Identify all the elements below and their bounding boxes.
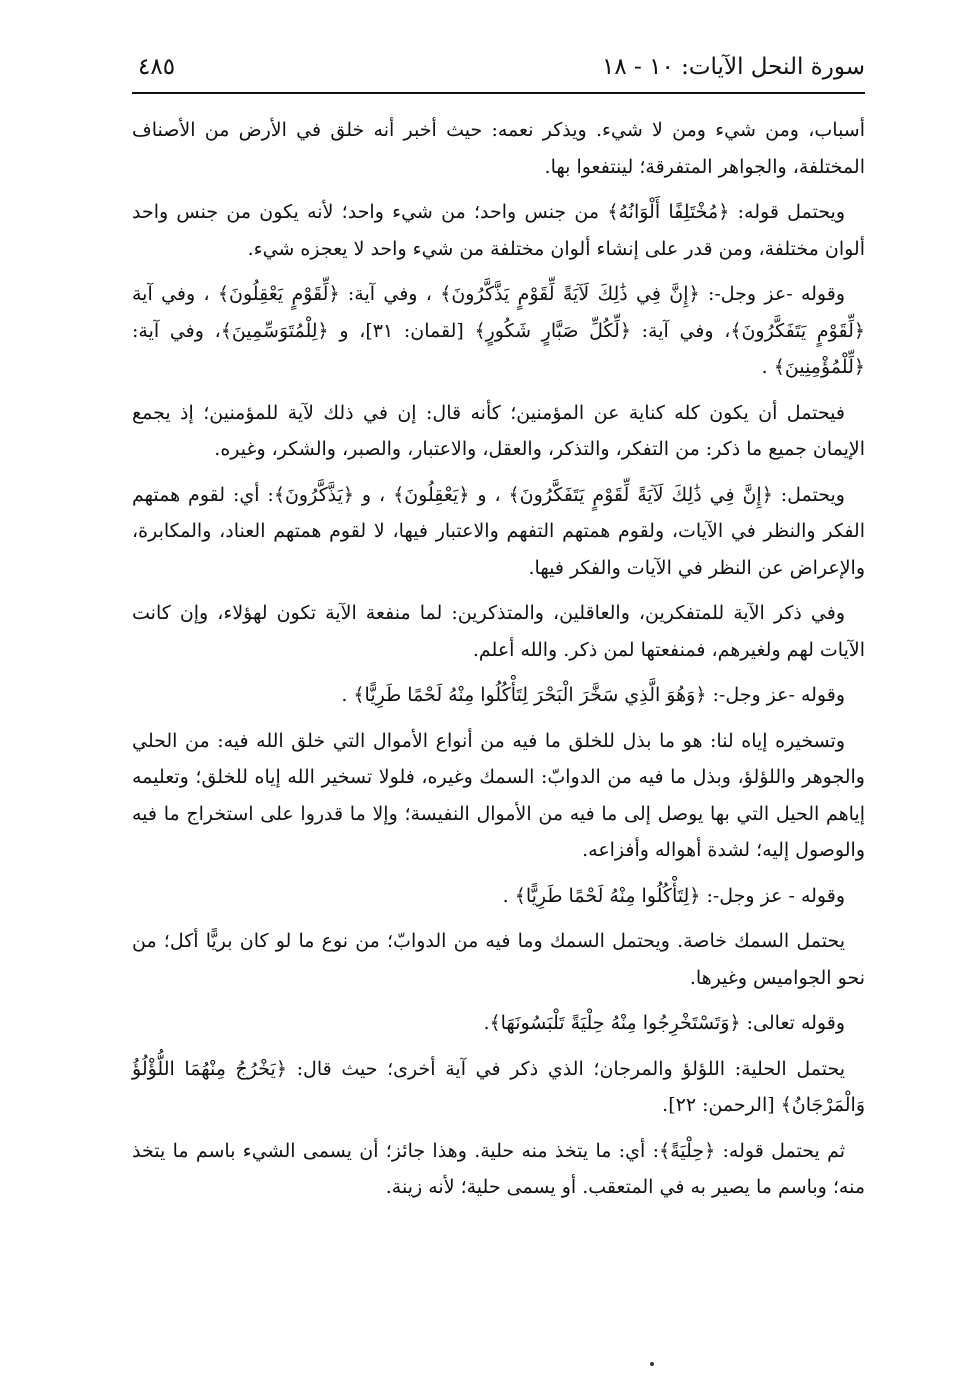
paragraph-3: وقوله -عز وجل-: ﴿إِنَّ فِي ذَٰلِكَ لَآيَةً لِّقَوْمٍ يَذَّكَّرُونَ﴾ ، وفي آية: ﴿لِّقَوْمٍ يَعْقِلُونَ﴾ ، وفي آية ﴿لِّقَوْمٍ يَتَفَكَّرُونَ﴾، وفي آية: ﴿لِّكُلِّ صَبَّارٍ شَكُورٍ﴾ [لقمان: ٣١]، و ﴿لِلْمُتَوَسِّمِينَ﴾، وفي آية: ﴿لِّلْمُؤْمِنِينَ﴾ . (132, 283, 865, 378)
paragraph-8: وتسخيره إياه لنا: هو ما بذل للخلق ما فيه من أنواع الأموال التي خلق الله فيه: من الحلي والجوهر واللؤلؤ، وبذل ما فيه من الدوابّ: السمك وغيره، فلولا تسخير الله إياه للخلق؛ وتعليمه إياهم الحيل التي بها يوصل إلى ما فيه من الأموال النفيسة؛ وإلا ما قدروا على استخراج ما فيه والوصول إليه؛ لشدة أهواله وأفزاعه. (132, 729, 865, 861)
running-title: سورة النحل الآيات: ١٠ - ١٨ (601, 54, 865, 80)
paragraph-6: وفي ذكر الآية للمتفكرين، والعاقلين، والمتذكرين: لما منفعة الآية تكون لهؤلاء، وإن كانت الآيات لهم ولغيرهم، فمنفعتها لمن ذكر. والله أعلم. (132, 602, 865, 661)
paragraph-5: ويحتمل: ﴿إِنَّ فِي ذَٰلِكَ لَآيَةً لِّقَوْمٍ يَتَفَكَّرُونَ﴾ ، و ﴿يَعْقِلُونَ﴾ ، و ﴿يَذَّكَّرُونَ﴾: أي: لقوم همتهم الفكر والنظر في الآيات، ولقوم همتهم التفهم والاعتبار فيها، لا لقوم همتهم العناد، والمكابرة، والإعراض عن النظر في الآيات والفكر فيها. (132, 483, 865, 579)
print-speck (650, 1362, 654, 1366)
page-number: ٤٨٥ (138, 54, 176, 80)
paragraph-4: فيحتمل أن يكون كله كناية عن المؤمنين؛ كأنه قال: إن في ذلك لآية للمؤمنين؛ إذ يجمع الإيمان جميع ما ذكر: من التفكر، والتذكر، والعقل، والاعتبار، والصبر، والشكر، وغيره. (132, 401, 865, 460)
paragraph-7: وقوله -عز وجل-: ﴿وَهُوَ الَّذِي سَخَّرَ الْبَحْرَ لِتَأْكُلُوا مِنْهُ لَحْمًا طَرِيًّا﴾ . (341, 684, 845, 706)
paragraph-13: ثم يحتمل قوله: ﴿حِلْيَةً﴾: أي: ما يتخذ منه حلية. وهذا جائز؛ أن يسمى الشيء باسم ما يتخذ منه؛ وباسم ما يصير به في المتعقب. أو يسمى حلية؛ لأنه زينة. (132, 1139, 865, 1198)
page-body (132, 112, 865, 1215)
page-header (132, 52, 865, 94)
paragraph-1: أسباب، ومن شيء ومن لا شيء. ويذكر نعمه: حيث أخبر أنه خلق في الأرض من الأصناف المختلفة، والجواهر المتفرقة؛ لينتفعوا بها. (132, 119, 865, 178)
paragraph-12: يحتمل الحلية: اللؤلؤ والمرجان؛ الذي ذكر في آية أخرى؛ حيث قال: ﴿يَخْرُجُ مِنْهُمَا اللُّؤْلُؤُ وَالْمَرْجَانُ﴾ [الرحمن: ٢٢]. (132, 1057, 865, 1116)
paragraph-9: وقوله - عز وجل-: ﴿لِتَأْكُلُوا مِنْهُ لَحْمًا طَرِيًّا﴾ . (502, 884, 845, 907)
paragraph-11: وقوله تعالى: ﴿وَتَسْتَخْرِجُوا مِنْهُ حِلْيَةً تَلْبَسُونَهَا﴾. (483, 1012, 845, 1034)
paragraph-10: يحتمل السمك خاصة. ويحتمل السمك وما فيه من الدوابّ؛ من نوع ما لو كان بريًّا أكل؛ من نحو الجواميس وغيرها. (132, 930, 865, 989)
paragraph-2: ويحتمل قوله: ﴿مُخْتَلِفًا أَلْوَانُهُ﴾ من جنس واحد؛ من شيء واحد؛ لأنه يكون من جنس واحد ألوان مختلفة، ومن قدر على إنشاء ألوان مختلفة من شيء واحد لا يعجزه شيء. (132, 201, 865, 260)
